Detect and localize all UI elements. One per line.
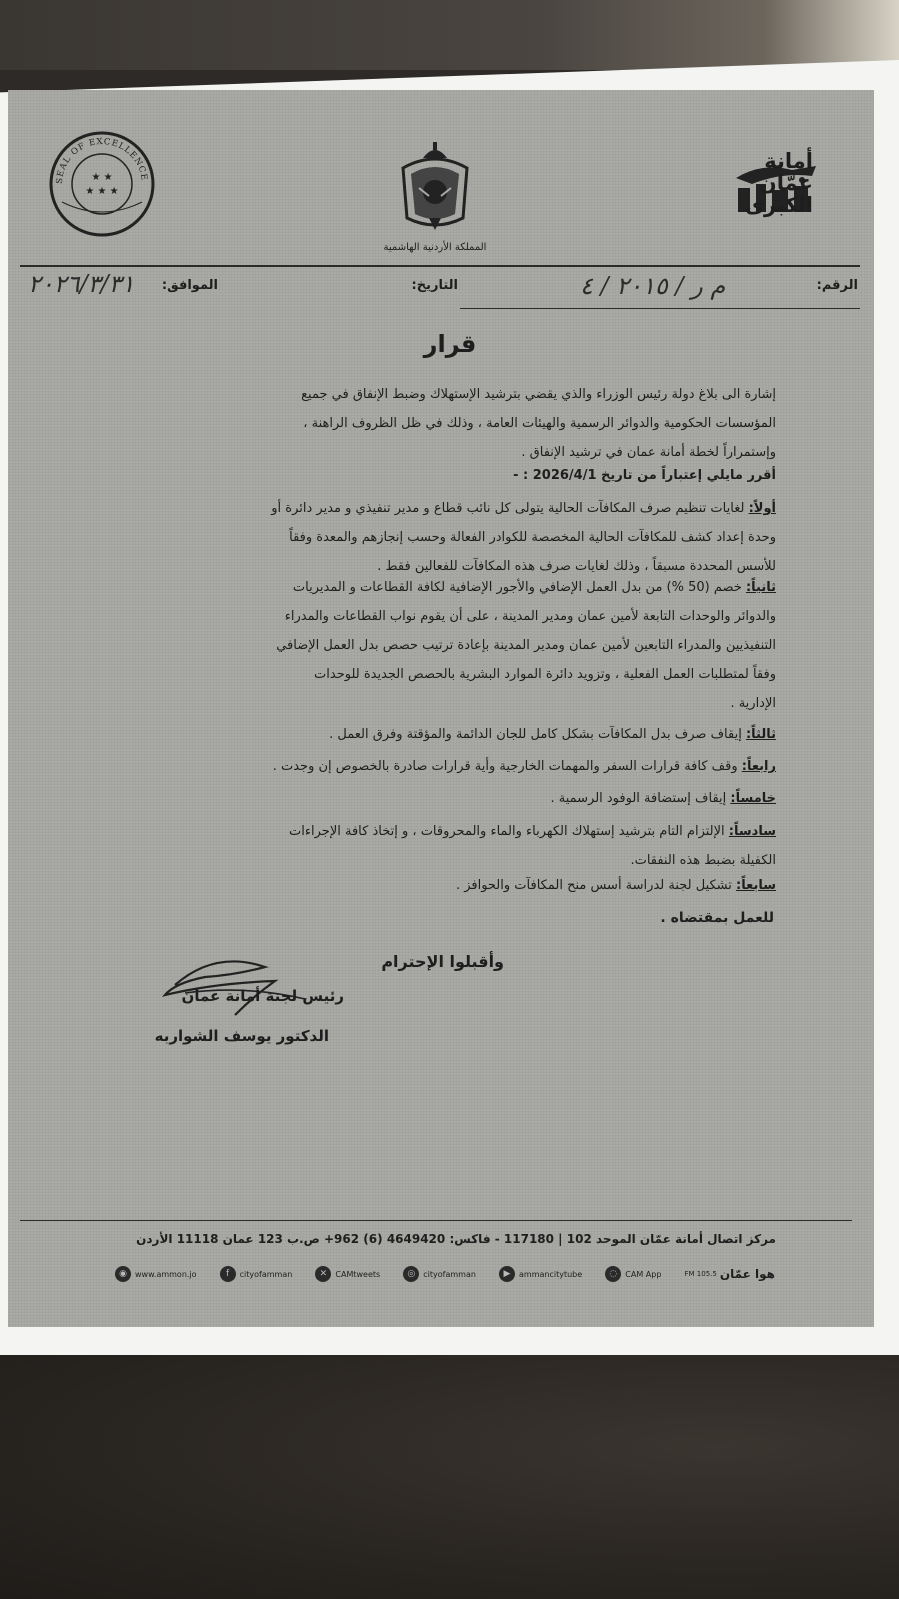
- svg-text:★ ★: ★ ★: [91, 172, 113, 183]
- item-lead: خامساً:: [730, 791, 776, 806]
- reference-number: م ر / ٢٠١٥ / ٤: [580, 272, 726, 300]
- item-line: والدوائر والوحدات التابعة لأمين عمان ومدير المدينة ، على أن يقوم نواب القطاعات والمدراء: [284, 609, 776, 624]
- item-first: [100, 494, 776, 581]
- radio-station[interactable]: [684, 1267, 774, 1281]
- link-text: CAM App: [625, 1269, 662, 1279]
- item-fifth: [100, 784, 776, 813]
- item-second: [100, 573, 776, 718]
- item-line: الكفيلة بضبط هذه النفقات.: [630, 853, 776, 868]
- item-lead: سادساً:: [728, 824, 776, 839]
- radio-name: هوا عمّان: [719, 1267, 775, 1281]
- reference-row: [20, 272, 858, 306]
- item-line: إيقاف إستضافة الوفود الرسمية .: [550, 791, 731, 806]
- footer-divider: [20, 1220, 852, 1221]
- decision-line: أقرر مايلي إعتباراً من تاريخ 2026/4/1 : -: [513, 468, 776, 483]
- closing-respects: وأقبلوا الإحترام: [381, 952, 504, 971]
- link-facebook[interactable]: [220, 1266, 293, 1282]
- seal-of-excellence-icon: [48, 130, 156, 238]
- logo-line: عمّان: [758, 171, 813, 195]
- footer-address: مركز اتصال أمانة عمّان الموحد 102 | 117180 - فاكس: 4649420 (6) 962+ ص.ب 123 عمان 11118 الأردن: [136, 1232, 776, 1246]
- link-instagram[interactable]: [403, 1266, 476, 1282]
- amman-logo-text: [733, 150, 813, 216]
- intro-paragraph: [100, 380, 776, 467]
- item-fourth: [100, 752, 776, 781]
- seal-ring-text: SEAL OF EXCELLENCE: [54, 136, 149, 185]
- item-line: وقف كافة قرارات السفر والمهمات الخارجية وأية قرارات صادرة بالخصوص إن وجدت .: [272, 759, 742, 774]
- item-lead: ثالثاً:: [745, 727, 776, 742]
- background-table: [0, 1345, 899, 1599]
- royal-emblem-icon: [395, 140, 475, 235]
- item-line: التنفيذيين والمدراء التابعين لأمين عمان ومدير المدينة بإعادة ترتيب حصص بدل العمل الإضافي: [276, 638, 776, 653]
- item-line: إيقاف صرف بدل المكافآت بشكل كامل للجان الدائمة والمؤقتة وفرق العمل .: [329, 727, 746, 742]
- intro-line: إشارة الى بلاغ دولة رئيس الوزراء والذي يقضي بترشيد الإستهلاك وضبط الإنفاق في جميع: [301, 387, 776, 402]
- item-line: الإدارية .: [730, 696, 776, 711]
- radio-frequency: 105.5 FM: [684, 1270, 717, 1278]
- meta-underline: [460, 308, 860, 309]
- logo-line: الكبرى: [744, 193, 813, 217]
- item-line: خصم (50 %) من بدل العمل الإضافي والأجور الإضافية لكافة القطاعات و المديريات: [292, 580, 746, 595]
- header-divider: [20, 265, 860, 267]
- globe-icon: ◉: [115, 1266, 131, 1282]
- item-line: للأسس المحددة مسبقاً ، وذلك لغايات صرف هذه المكافآت للفعالين فقط .: [377, 559, 776, 574]
- signer-title: رئيس لجنة أمانة عمان: [181, 987, 344, 1005]
- link-website[interactable]: [115, 1266, 197, 1282]
- link-text: cityofamman: [423, 1269, 476, 1279]
- facebook-icon: f: [220, 1266, 236, 1282]
- link-text: www.ammon.jo: [135, 1269, 197, 1279]
- document-title: قرار: [423, 330, 477, 358]
- intro-line: المؤسسات الحكومية والدوائر الرسمية والهيئات العامة ، وذلك في ظل الظروف الراهنة ،: [303, 416, 776, 431]
- hijri-date: ٢٠٢٦/٣/٣١: [28, 270, 135, 298]
- x-icon: ✕: [315, 1266, 331, 1282]
- item-line: لغايات تنظيم صرف المكافآت الحالية يتولى كل نائب قطاع و مدير تنفيذي و مدير دائرة أو: [271, 501, 749, 516]
- item-line: الإلتزام التام بترشيد إستهلاك الكهرباء والماء والمحروقات ، و إتخاذ كافة الإجراءات: [289, 824, 729, 839]
- link-text: cityofamman: [239, 1269, 293, 1279]
- instagram-icon: ◎: [403, 1266, 419, 1282]
- link-youtube[interactable]: [499, 1266, 582, 1282]
- number-label: الرقم:: [816, 278, 858, 293]
- date-label: التاريخ:: [411, 278, 458, 293]
- youtube-icon: ▶: [499, 1266, 515, 1282]
- link-text: CAMtweets: [335, 1269, 381, 1279]
- item-line: وفقاً لمتطلبات العمل الفعلية ، وتزويد دائرة الموارد البشرية بالحصص الجديدة للوحدات: [314, 667, 776, 682]
- link-x[interactable]: [315, 1266, 380, 1282]
- background-top: [0, 0, 899, 70]
- item-third: [100, 720, 776, 749]
- logo-line: أمانة: [764, 149, 813, 173]
- svg-text:★ ★ ★: ★ ★ ★: [85, 186, 119, 197]
- link-app[interactable]: [605, 1266, 661, 1282]
- item-lead: ثانياً:: [745, 580, 776, 595]
- item-lead: رابعاً:: [741, 759, 776, 774]
- item-line: تشكيل لجنة لدراسة أسس منح المكافآت والحوافز .: [455, 878, 737, 893]
- link-text: ammancitytube: [519, 1269, 583, 1279]
- item-lead: سابعاً:: [736, 878, 776, 893]
- closing-action: للعمل بمقتضاه .: [660, 910, 774, 926]
- item-line: وحدة إعداد كشف للمكافآت الحالية المخصصة للكوادر الفعالة وحسب إنجازهم والمعدة وفقاً: [289, 530, 776, 545]
- hijri-label: الموافق:: [161, 278, 218, 293]
- intro-line: وإستمراراً لخطة أمانة عمان في ترشيد الإنفاق .: [521, 445, 776, 460]
- emblem-caption: المملكة الأردنية الهاشمية: [383, 242, 487, 253]
- app-icon: ◌: [605, 1266, 621, 1282]
- signer-name: الدكتور يوسف الشواربه: [154, 1027, 329, 1045]
- item-lead: أولاً:: [748, 501, 776, 516]
- item-sixth: [100, 817, 776, 875]
- footer-links: [115, 1262, 775, 1286]
- item-seventh: [100, 871, 776, 900]
